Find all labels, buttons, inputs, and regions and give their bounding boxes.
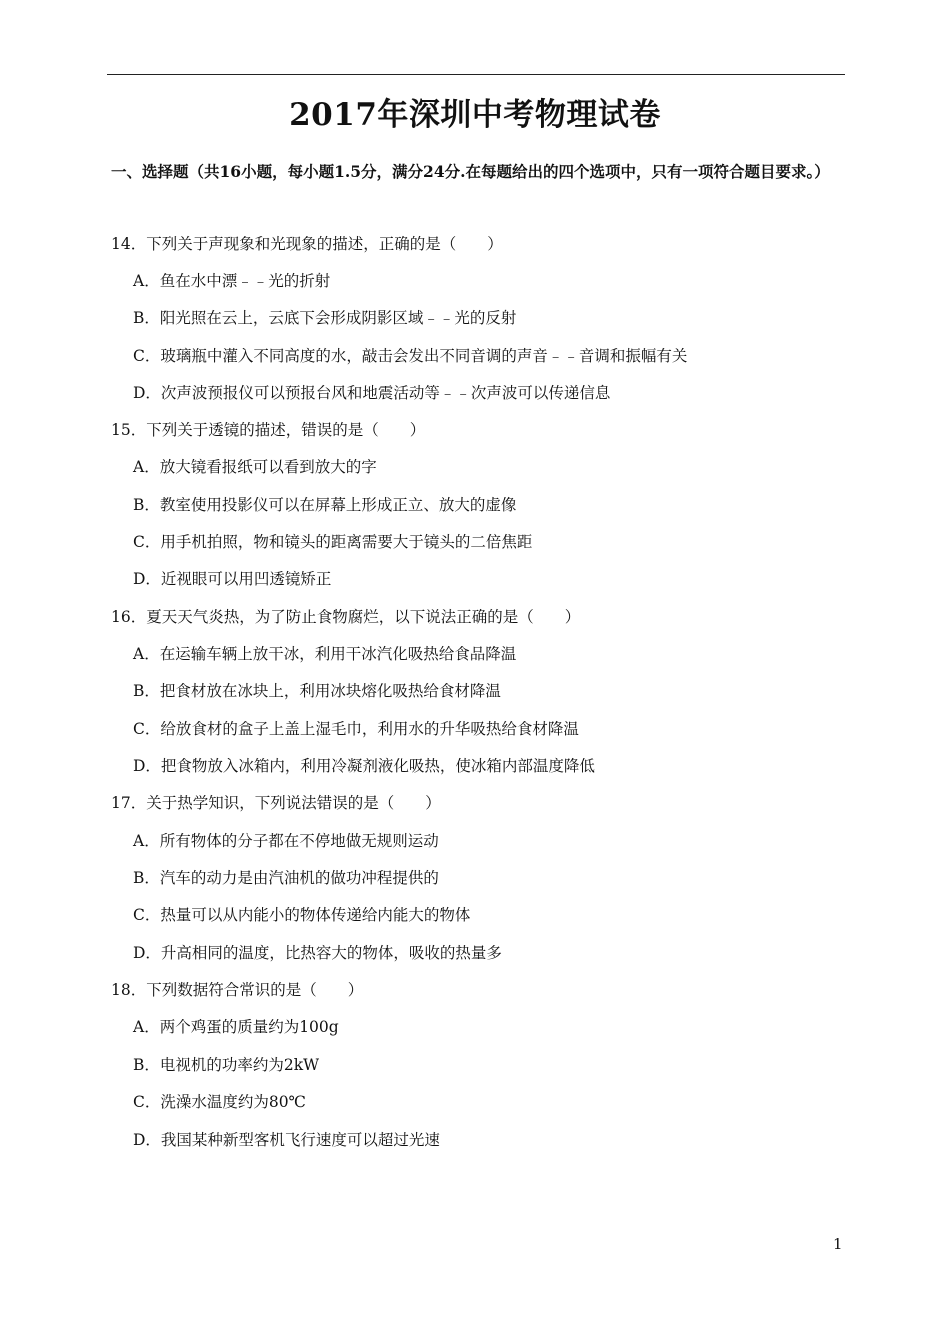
question-16-option-b: B．把食材放在冰块上，利用冰块熔化吸热给食材降温 [133, 682, 501, 700]
question-15-option-c: C．用手机拍照，物和镜头的距离需要大于镜头的二倍焦距 [133, 533, 533, 551]
question-18-option-c: C．洗澡水温度约为80℃ [133, 1093, 306, 1111]
question-15-stem: 15．下列关于透镜的描述，错误的是（ ） [111, 421, 426, 439]
question-14-option-d: D．次声波预报仪可以预报台风和地震活动等﹣﹣次声波可以传递信息 [133, 384, 611, 402]
question-17-option-a: A．所有物体的分子都在不停地做无规则运动 [133, 832, 439, 850]
question-18-option-a: A．两个鸡蛋的质量约为100g [133, 1018, 339, 1036]
question-16-option-c: C．给放食材的盒子上盖上湿毛巾，利用水的升华吸热给食材降温 [133, 720, 579, 738]
question-17-option-c: C．热量可以从内能小的物体传递给内能大的物体 [133, 906, 471, 924]
section-header: 一、选择题（共16小题，每小题1.5分，满分24分.在每题给出的四个选项中，只有一项符合题目要求。） [111, 162, 830, 181]
question-18-option-d: D．我国某种新型客机飞行速度可以超过光速 [133, 1131, 440, 1149]
question-17-option-b: B．汽车的动力是由汽油机的做功冲程提供的 [133, 869, 439, 887]
question-16-option-d: D．把食物放入冰箱内，利用冷凝剂液化吸热，使冰箱内部温度降低 [133, 757, 595, 775]
question-17-stem: 17．关于热学知识，下列说法错误的是（ ） [111, 794, 441, 812]
question-15-option-b: B．教室使用投影仪可以在屏幕上形成正立、放大的虚像 [133, 496, 517, 514]
page-number: 1 [833, 1235, 843, 1253]
question-17-option-d: D．升高相同的温度，比热容大的物体，吸收的热量多 [133, 944, 502, 962]
question-14-option-a: A．鱼在水中漂﹣﹣光的折射 [133, 272, 331, 290]
question-14-stem: 14．下列关于声现象和光现象的描述，正确的是（ ） [111, 235, 503, 253]
question-15-option-d: D．近视眼可以用凹透镜矫正 [133, 570, 332, 588]
question-14-option-b: B．阳光照在云上，云底下会形成阴影区域﹣﹣光的反射 [133, 309, 517, 327]
question-16-stem: 16．夏天天气炎热，为了防止食物腐烂，以下说法正确的是（ ） [111, 608, 581, 626]
header-rule [107, 74, 845, 75]
question-15-option-a: A．放大镜看报纸可以看到放大的字 [133, 458, 377, 476]
question-14-option-c: C．玻璃瓶中灌入不同高度的水，敲击会发出不同音调的声音﹣﹣音调和振幅有关 [133, 347, 688, 365]
question-16-option-a: A．在运输车辆上放干冰，利用干冰汽化吸热给食品降温 [133, 645, 517, 663]
page-title: 2017年深圳中考物理试卷 [289, 97, 661, 133]
question-18-option-b: B．电视机的功率约为2kW [133, 1056, 320, 1074]
question-18-stem: 18．下列数据符合常识的是（ ） [111, 981, 364, 999]
